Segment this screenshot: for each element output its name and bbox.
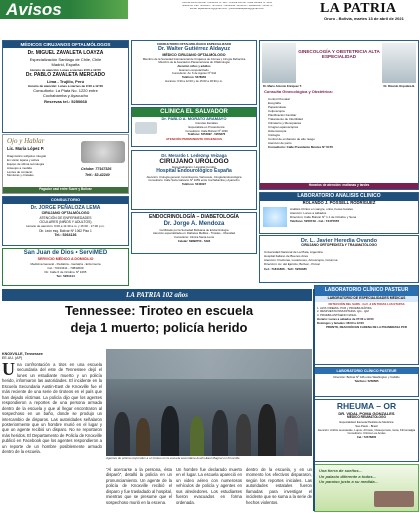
headline-line: Tennessee: Tiroteo en escuela — [64, 303, 254, 318]
ad-line: DETECCIÓN DEL SARS - CoV -2 EN TODAS LAS ETAPAS — [328, 301, 405, 306]
ad-line: Dir. Calle 6 de Octubre Nº 1065 — [44, 270, 87, 275]
ad-line: Atención: Lunes a sábados — [290, 210, 327, 215]
ad-phone: Tel.: 5261144 — [56, 274, 75, 279]
ad-title: MÉDICOS CIRUJANOS OFTALMÓLOGOS — [3, 41, 128, 48]
doctor-specialty: CIRUJANO OFTALMÓLOGO — [41, 211, 90, 216]
ad-endocrinologia — [131, 212, 257, 254]
photo-figure — [136, 418, 150, 456]
ad-san-juan-de-dios — [2, 248, 129, 286]
ad-line: Examen computarizado — [179, 67, 209, 72]
optica-owner: Lic. María López P. — [7, 146, 45, 152]
ad-phone: Cel.: 71841866 - Telf.: 5259485 — [264, 266, 307, 271]
optica-address: Pagador casi entre Sucre y Bolívar — [3, 187, 128, 193]
ad-line: Horario: Lunes a sábados de 07:00 a 19:00 — [317, 317, 374, 322]
ad-line: Horario de atención: 9:00 a 11:30 a.m. y 16:00 - 17:30 p.m. — [26, 224, 105, 228]
ad-line: Ciencias Dentales — [195, 121, 218, 126]
photo-figure — [284, 416, 298, 456]
ces-logo — [135, 122, 157, 134]
newspaper-logo: LA PATRIA — [320, 1, 397, 16]
optica-service: En visión lejana y activa — [7, 157, 40, 162]
hospital-name: Hospital Endourológico España — [156, 167, 232, 174]
ad-line: Cochabamba y Ayacucho — [42, 93, 89, 99]
section-title — [0, 0, 128, 19]
ad-line: Sao Paulo - Brasil — [355, 423, 378, 428]
doctor-name: Dr. Mario Antonio Enríquez T. — [263, 84, 302, 88]
ad-subtitle: ROLANDO J. POSSELL RODRÍGUEZ — [302, 199, 376, 205]
ad-medicos-cirujanos — [2, 40, 129, 133]
ad-phone: Tel.: 5264136 — [54, 232, 77, 237]
ad-clinica-el-salvador — [131, 107, 257, 147]
contact-line: Email: lapatriaoruro@gmail.com - publicidadlapatria@gmail.com — [190, 7, 264, 10]
ad-laboratorio-possell — [259, 192, 419, 234]
service-item: Colposcopía — [268, 108, 285, 113]
contact-line: Oficina Zona Central: Comercio Nº 142 - Oficina La Paz: Calle Illimani Nº 1435 — [181, 2, 273, 4]
ad-line: Miembro de la Sociedad Internacional de Cirujanos de Córnea y Cirugía Refractiva — [142, 56, 246, 61]
ad-line: Hospital Italiano de Buenos Aires — [264, 254, 309, 259]
ad-phone: Teléfono: 5256749 - Cel.: 73475555 — [290, 218, 340, 223]
ad-optica — [2, 134, 129, 194]
ad-line: 2. RESPUESTA INMUNITARIA: IgG - IgM — [317, 309, 369, 314]
column-divider — [313, 289, 315, 511]
ad-title: ENDOCRINOLOGÍA – DIABETOLOGÍA — [148, 214, 239, 220]
ad-line: Análisis Clínico en sangre, orina, heces fecales — [290, 206, 353, 211]
ad-line: Atención: Fracturas, Luxaciones, Artroscopía, Columna — [264, 258, 338, 263]
ad-phone: Cel.: 72476800 — [356, 435, 377, 440]
doctor-name: Dr. Jorge A. Mendoza — [163, 220, 225, 227]
ad-line: Consultorio: La Plata No. 1220 entre — [33, 88, 98, 94]
ad-line: Consultorio: Clínica Santa Lucía — [174, 235, 214, 240]
contact-info — [132, 2, 322, 22]
optica-phone: Celular: 77167326 — [81, 167, 112, 171]
ad-line: Atención niños y adultos — [177, 64, 211, 69]
ad-line: ATENCIÓN PERMANENTE URGENCIAS — [165, 136, 223, 141]
ad-line: Consultorio: Av. 6 de Agosto Nº 944 — [171, 71, 217, 76]
ad-title: RHEUMA – OR — [336, 401, 397, 411]
ad-subhead: Consulta Ginecológica y Obstétrica: — [264, 89, 333, 95]
ad-line: Domingos y feriados: 08:00 a 12:00 — [317, 321, 364, 326]
ad-consultorio-penaloza — [2, 196, 129, 246]
section-title-text: Avisos — [6, 0, 62, 19]
ad-line: Consultorio: Calle Soria Galvarro Nº 1059 entre Cochabamba y Ayacucho — [148, 178, 240, 183]
ad-line: 3. PRUEBA ANTÍGENO NASAL — [317, 313, 357, 318]
ad-rheuma-or — [314, 399, 419, 462]
house-image — [374, 491, 414, 507]
ad-line: Atención: Artritis reumatoide, Lupus, Artrosis, Osteoporosis, Gota, Fibromialgia — [317, 427, 416, 432]
news-photo — [106, 349, 312, 456]
byline-place: KNOXVILLE, Tennessee — [2, 352, 43, 356]
photo-background — [106, 349, 312, 379]
lab-image — [263, 207, 287, 227]
doctor-name: Dr. Ricardo Orquídea B. — [383, 84, 415, 88]
ad-ginecologia — [259, 40, 419, 190]
photo-figure — [258, 404, 276, 456]
optica-service: Monturas y cristales — [7, 173, 34, 178]
ad-phone: Celular: 69898750 - 5493 — [177, 238, 211, 243]
ad-line: Madrid, España — [51, 62, 80, 68]
ad-phone: Teléfono: 5278956 — [181, 74, 207, 79]
optica-service: Lentes de contacto — [7, 169, 33, 174]
ad-line: Dirección: Av. del Ejército, Bolívar - Potosí — [264, 262, 320, 267]
ad-title: LABORATORIO ANÁLISIS CLÍNICO — [260, 193, 418, 201]
byline-agency: EE.UU. (AP) — [2, 356, 23, 361]
service-item: Citología — [268, 133, 280, 138]
ad-title: GINECOLOGÍA Y OBSTETRICIA ALTA ESPECIALIDAD — [298, 49, 380, 60]
ad-line: Especialización Santiago de Chile, Chile — [29, 57, 102, 63]
edition-date: Oruro - Bolivia, martes 13 de abril de 2021 — [324, 16, 404, 21]
service-item: Ecografía — [268, 100, 281, 105]
ad-phone: Teléfono: 5254897 - 5256376 — [187, 132, 226, 137]
article-text: na confrontación a tiros en una escuela secundaria del este de Tennessee dejó el lunes un estudiante muerto y un policía herido, informaron las autoridades. El incidente en la Escuela Secundaria Austin-East de Knoxville fue el más reciente de una serie de tiroteos en el país que han dejado víctimas. La policía dijo que los agentes respondieron a reportes de una persona armada dentro de la escuela y que al llegar encontraron al sospechoso en un baño, donde se produjo un intercambio de disparos. Las autoridades señalaron posteriormente que un hombre murió en el lugar y que un agente recibió un disparo. No se reportaron más heridos. El Departamento de Policía de Knoxville publicó en Facebook que los agentes respondieron a un reporte de un hombre posiblemente armado dentro de la escuela. — [2, 362, 102, 455]
ad-line: Dirección: Calle Bolívar Nº 1.1 de Octubre y Sena — [290, 214, 357, 219]
article-column: Un hombre fue declarado muerto en el lugar. La escuela apareció en un video aéreo con numerosos vehículos de policía y agentes en sus alrededores. Los estudiantes fueron evacuados en forma ordenada. — [176, 467, 242, 505]
ad-line: PRONTO, REACCIÓN EN CADENA DE LA POLIMERASA PCR — [326, 325, 407, 330]
news-section-banner: LA PATRIA 102 años — [2, 289, 312, 301]
ad-line: OCULARES (NIÑOS Y ADULTOS) — [39, 220, 92, 225]
ad-line: Medicina General - Pediatría - Geriatría - Enfermería — [30, 262, 101, 267]
eyeglasses-image — [81, 141, 125, 163]
ad-subtitle: SERVICIO MÉDICO A DOMICILIO — [37, 256, 94, 261]
doctor-name: Dr. JORGE PEÑALOZA LEMA — [30, 204, 101, 211]
ad-line: 1. ALTA VIREMIA: PCR y PRUEBA RÁPIDA — [317, 305, 372, 310]
photo-figure — [212, 410, 228, 456]
service-item: Histeroscopía — [268, 129, 287, 134]
ad-line: Dirección: Bolívar Nº 446 entre Washington y Cabildo — [333, 375, 400, 380]
article-column: dentro de la escuela, y en un momento los efectivos dispararon, según los reportes iniciales. Las autoridades estatales fueron llamadas para investigar el incidente que se suma a la serie de hechos violentos. — [246, 467, 312, 505]
doctor-name: Dr. Walter Gutiérrez Aldayuz — [157, 46, 231, 53]
optica-service: Equipo de última tecnología — [7, 161, 45, 166]
photo-figure — [190, 416, 204, 456]
doctor-specialty: MÉDICO CIRUJANO OFTALMÓLOGO — [162, 52, 226, 57]
ad-line: Especialista en Prostodoncia — [188, 125, 225, 130]
ad-ledezma-urologo — [131, 150, 257, 210]
article-column — [2, 362, 102, 512]
service-item: Tratamiento de Infertilidad — [268, 117, 303, 122]
ad-line: Un palacio diferente a todos... — [319, 473, 376, 479]
ad-line: Universidad Nacional de La Plata, Argentina — [264, 250, 323, 255]
photo-figure — [161, 406, 179, 456]
contact-line: Teléfonos: Fax: 5261110 - 5278833 - Gerencia: 5261254 - Redacción: 5261170 — [181, 4, 273, 7]
ad-line: Una tierra de sueños... — [319, 468, 362, 473]
ad-footer: Horarios de atención: mañanas y tardes — [260, 183, 418, 189]
headline-line: deja 1 muerto; policía herido — [70, 319, 248, 335]
ad-line: Horarios: 9:30 a 12:00 y de 15:00 a 18:30 p.m. — [165, 78, 223, 83]
optica-service: Diagnóstico subjetivo integral — [7, 154, 47, 158]
optica-name: Ojo y Hablar — [7, 137, 45, 145]
service-item: Papanicolaou — [268, 104, 287, 109]
ad-header: CONSULTORIO OFTALMOLÓGICO ESPECIALIZADO — [156, 42, 232, 46]
ad-heredia-traumatologo — [259, 235, 419, 283]
ad-line: ATENCIÓN DE ENFERMEDADES — [39, 215, 92, 220]
article-column: "Al acercarse a la persona, ésta disparó", detalló la policía en un pronunciamiento. Un agente de la policía de Knoxville recibió el disparo y fue trasladado al hospital, mientras que se presume que el sospechoso murió en la escena. — [106, 467, 172, 505]
ad-line: Horario de atención: Lunes a viernes 9:00 a 12:00 — [30, 67, 101, 72]
ad-title: CONSULTORIO — [3, 197, 128, 204]
doctor-name: Dr. PABLO ZAVALETA MERCADO — [25, 71, 106, 78]
doctor-specialty: CIRUJANO ORTOPEDISTA Y TRAUMATÓLOGO — [301, 243, 377, 248]
ad-laboratorio-pasteur — [314, 285, 419, 365]
doctor-name: Dr. MIGUEL ZAVALETA LOAYZA — [27, 50, 104, 57]
ad-line: Atención especializada en: Diabetes Mellitus - Tiroides - Obesidad — [152, 231, 236, 236]
ad-line: Miembro de la Asociación Panamericana de Oftalmología — [158, 60, 230, 65]
ad-title: San Juan de Dios • ServiMED — [23, 250, 108, 256]
article-byline — [2, 352, 102, 360]
service-item: Atención de parto — [268, 141, 292, 146]
ad-title: LABORATORIO CLÍNICO PASTEUR — [315, 286, 418, 296]
ad-phone: Teléfono: 5258585 — [354, 379, 379, 384]
news-headline — [6, 303, 312, 347]
service-item: Cirugía Laparoscópica — [268, 125, 299, 130]
doctor-name: Dr. L. Javier Heredia Ovando — [300, 238, 378, 244]
ad-line: Lima - Trujillo, Perú — [46, 78, 85, 84]
ad-tierra-de-suenos — [314, 464, 419, 512]
ad-line: Certificado por la Sociedad Boliviana de Endocrinología — [159, 227, 229, 232]
ad-line: Dir. León esq. Bolívar Nº 1062 Piso 1 — [39, 228, 92, 233]
drop-cap: U — [2, 362, 15, 379]
service-item: Control de embarazo de alto riesgo — [268, 137, 315, 142]
ad-gutierrez-oftalmologo — [131, 40, 257, 105]
ad-line: Cel.: 70313411 - 73832000 — [47, 266, 84, 271]
doctor-photo-right — [382, 43, 416, 83]
doctor-specialty: CIRUJANO URÓLOGO — [159, 158, 229, 166]
ad-line: Horario de atención: Lunes a viernes de 9:00 a 12:00 — [28, 84, 103, 88]
service-item: Control Prenatal — [268, 96, 290, 101]
service-item: Planificación Familiar — [268, 112, 297, 117]
ad-line: Especialidad: Escuela Paulista de Medicina — [339, 420, 394, 425]
ad-title: CLÍNICA EL SALVADOR — [132, 108, 256, 117]
doctor-name: Dr. PABLO A. MORATO ARAMAYO — [161, 115, 227, 121]
service-item: Consultorio: Calle Presidente Montes Nº 6170 — [268, 145, 333, 150]
section-title-stripe — [70, 0, 128, 19]
ad-line: Atención: Urología general, Incontinencia, Varicocele, Cirugía Endourológica — [146, 174, 242, 179]
doctor-name: Dr. Merardo I. Ledezma Veizaga — [161, 153, 227, 158]
photo-caption: Agentes de policía responden a un tiroteo en la escuela secundaria Austin-East Magnet en Knoxville. — [106, 456, 241, 460]
doctor-name: DR. VIDAL POMA GONZALES — [338, 410, 395, 416]
service-item: Climaterio y Menopausia — [268, 121, 302, 126]
ad-title: LABORATORIO CLÍNICO PASTEUR — [315, 368, 418, 374]
page-header — [0, 0, 420, 24]
ad-laboratorio-pasteur-address — [314, 367, 419, 397]
ad-phone: Teléfono: 5240097 — [181, 181, 207, 186]
ad-line: Un paraíso justo a su medida... — [319, 479, 378, 485]
ad-line: Especialización: Hospital Cordón — [172, 164, 216, 169]
doctor-photo-left — [262, 43, 296, 83]
optica-service: Anteojos a medida — [7, 165, 32, 170]
optica-tel: Telf.: 52-42240 — [85, 173, 110, 177]
doctor-specialty: MÉDICO REUMATÓLOGO — [347, 415, 386, 420]
ad-line: Consultorio: Clínica Los Andes — [347, 431, 386, 436]
photo-figure — [236, 414, 251, 456]
ad-subtitle: LABORATORIO DE ESPECIALIDADES MÉDICAS — [315, 296, 418, 302]
ad-line: Consultorio: Calle Bolívar Nº 1030 — [185, 128, 228, 133]
photo-figure — [114, 412, 130, 456]
ad-phone: Reservas tel.: 5250668 — [44, 98, 87, 104]
